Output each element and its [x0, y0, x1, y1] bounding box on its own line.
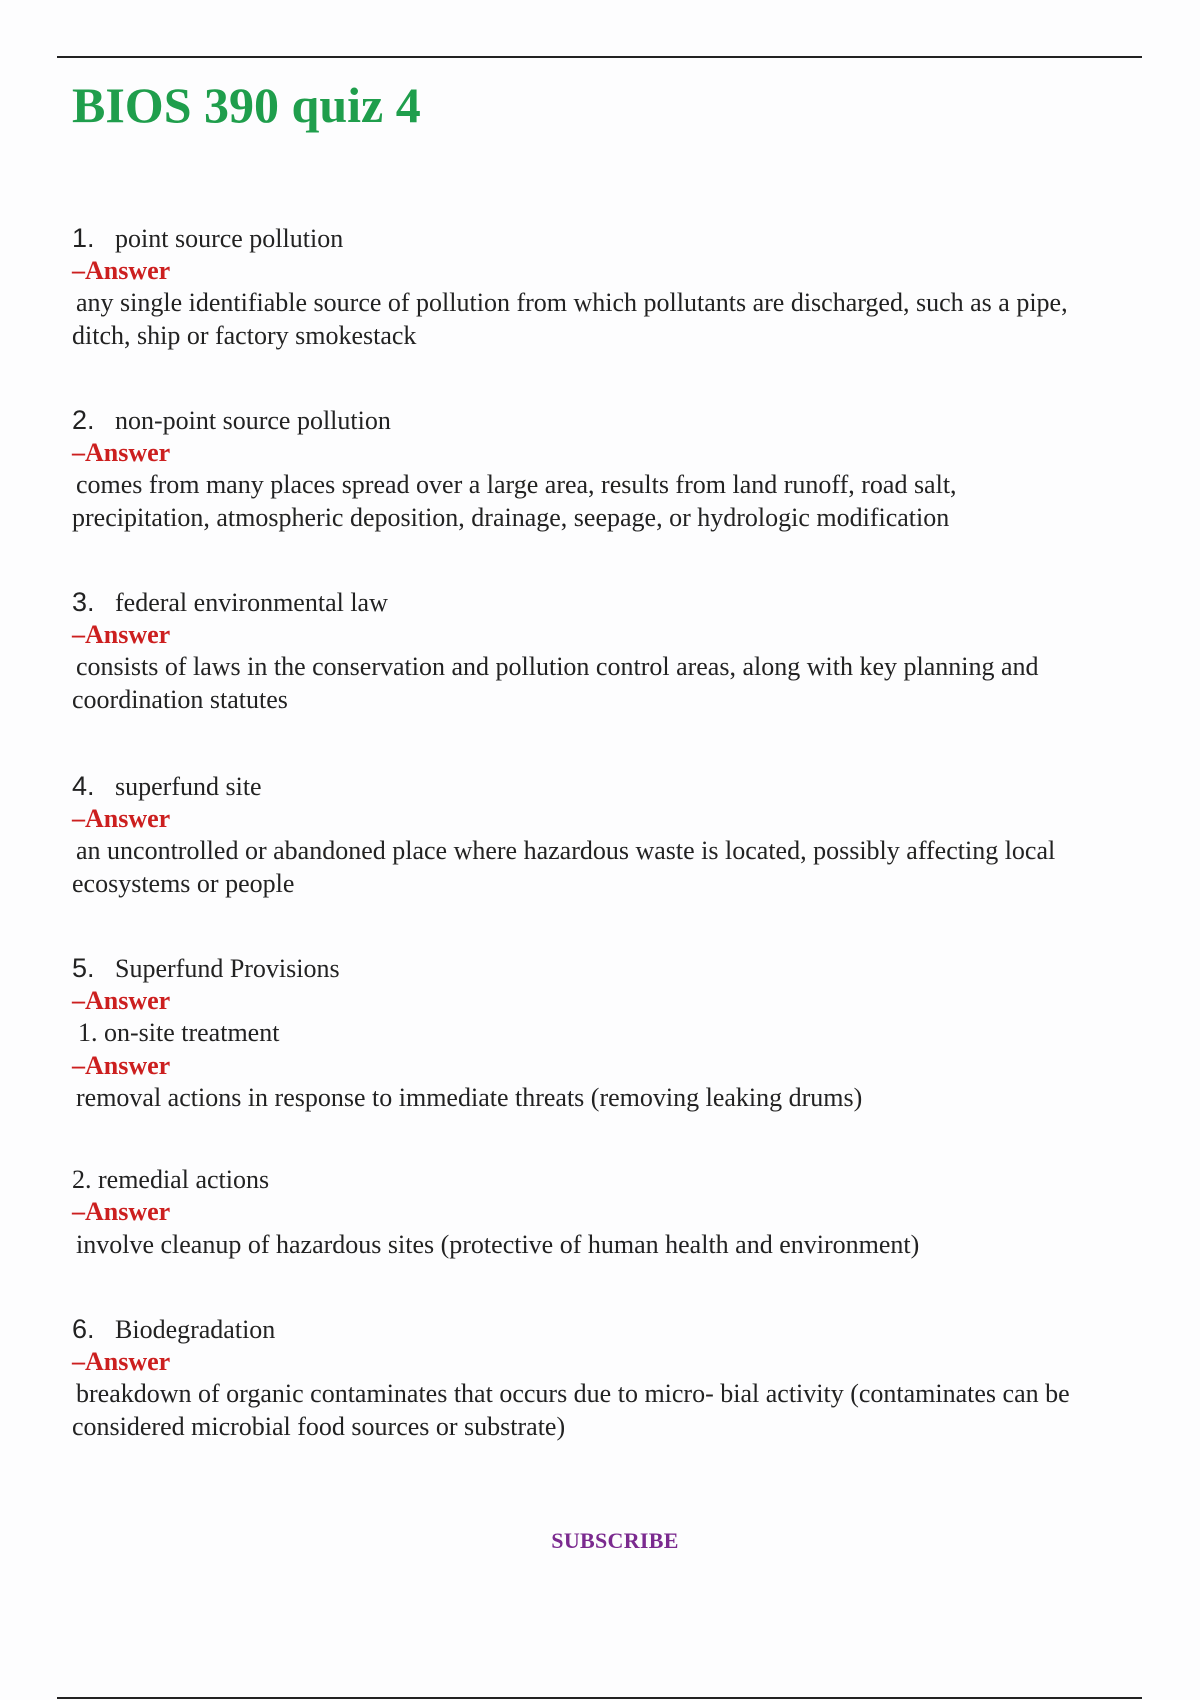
question-term: Biodegradation	[115, 1315, 276, 1344]
question-number: 3.	[72, 587, 95, 617]
question-term-line	[72, 586, 1152, 619]
question-term-line	[72, 770, 1152, 803]
answer-label: –Answer	[72, 619, 171, 649]
question-term: federal environmental law	[115, 588, 388, 617]
question-item	[72, 586, 1152, 716]
answer-label: –Answer	[72, 437, 171, 467]
answer-label: –Answer	[72, 1346, 171, 1376]
question-item	[72, 1313, 1152, 1443]
bottom-rule	[57, 1697, 1142, 1699]
question-number: 1.	[72, 223, 95, 253]
answer-text-line: consists of laws in the conservation and pollution control areas, along with key planning and	[76, 652, 1039, 681]
answer-text-line: an uncontrolled or abandoned place where hazardous waste is located, possibly affecting local	[76, 836, 1056, 865]
question-term-line	[72, 222, 1152, 255]
question-item	[72, 222, 1152, 352]
sub-term: 2. remedial actions	[72, 1164, 270, 1194]
answer-text-line: removal actions in response to immediate threats (removing leaking drums)	[76, 1083, 863, 1112]
answer-label: –Answer	[72, 803, 171, 833]
answer-label: –Answer	[72, 255, 171, 285]
question-number: 4.	[72, 771, 95, 801]
question-item	[72, 770, 1152, 900]
answer-label: –Answer	[72, 1197, 171, 1226]
question-number: 5.	[72, 953, 95, 983]
question-item	[72, 404, 1152, 534]
question-term: point source pollution	[115, 224, 344, 253]
question-term: superfund site	[115, 772, 262, 801]
answer-text-line: coordination statutes	[72, 684, 288, 714]
answer-text-line: ditch, ship or factory smokestack	[72, 320, 417, 350]
answer-text-line: breakdown of organic contaminates that occurs due to micro- bial activity (contaminates can be	[76, 1379, 1070, 1408]
top-rule	[57, 56, 1142, 58]
question-item	[72, 952, 1152, 1261]
page-title: BIOS 390 quiz 4	[72, 77, 421, 133]
answer-text-line: precipitation, atmospheric deposition, drainage, seepage, or hydrologic modification	[72, 502, 950, 532]
question-term: Superfund Provisions	[115, 954, 340, 983]
answer-text-line: considered microbial food sources or substrate)	[72, 1411, 566, 1441]
sub-term: 1. on-site treatment	[78, 1018, 280, 1047]
question-term-line	[72, 952, 1152, 985]
answer-text-line: any single identifiable source of pollution from which pollutants are discharged, such as a pipe,	[76, 288, 1068, 317]
answer-label: –Answer	[72, 985, 171, 1015]
question-term-line	[72, 404, 1152, 437]
answer-label: –Answer	[72, 1050, 171, 1080]
question-number: 2.	[72, 405, 95, 435]
subscribe-link[interactable]: SUBSCRIBE	[551, 1528, 679, 1553]
question-number: 6.	[72, 1314, 95, 1344]
question-term-line	[72, 1313, 1152, 1346]
spacer	[72, 1115, 1152, 1164]
question-term: non-point source pollution	[115, 406, 391, 435]
answer-text-line: involve cleanup of hazardous sites (protective of human health and environment)	[76, 1229, 920, 1259]
answer-text-line: ecosystems or people	[72, 868, 295, 898]
answer-text-line: comes from many places spread over a large area, results from land runoff, road salt,	[76, 470, 957, 499]
